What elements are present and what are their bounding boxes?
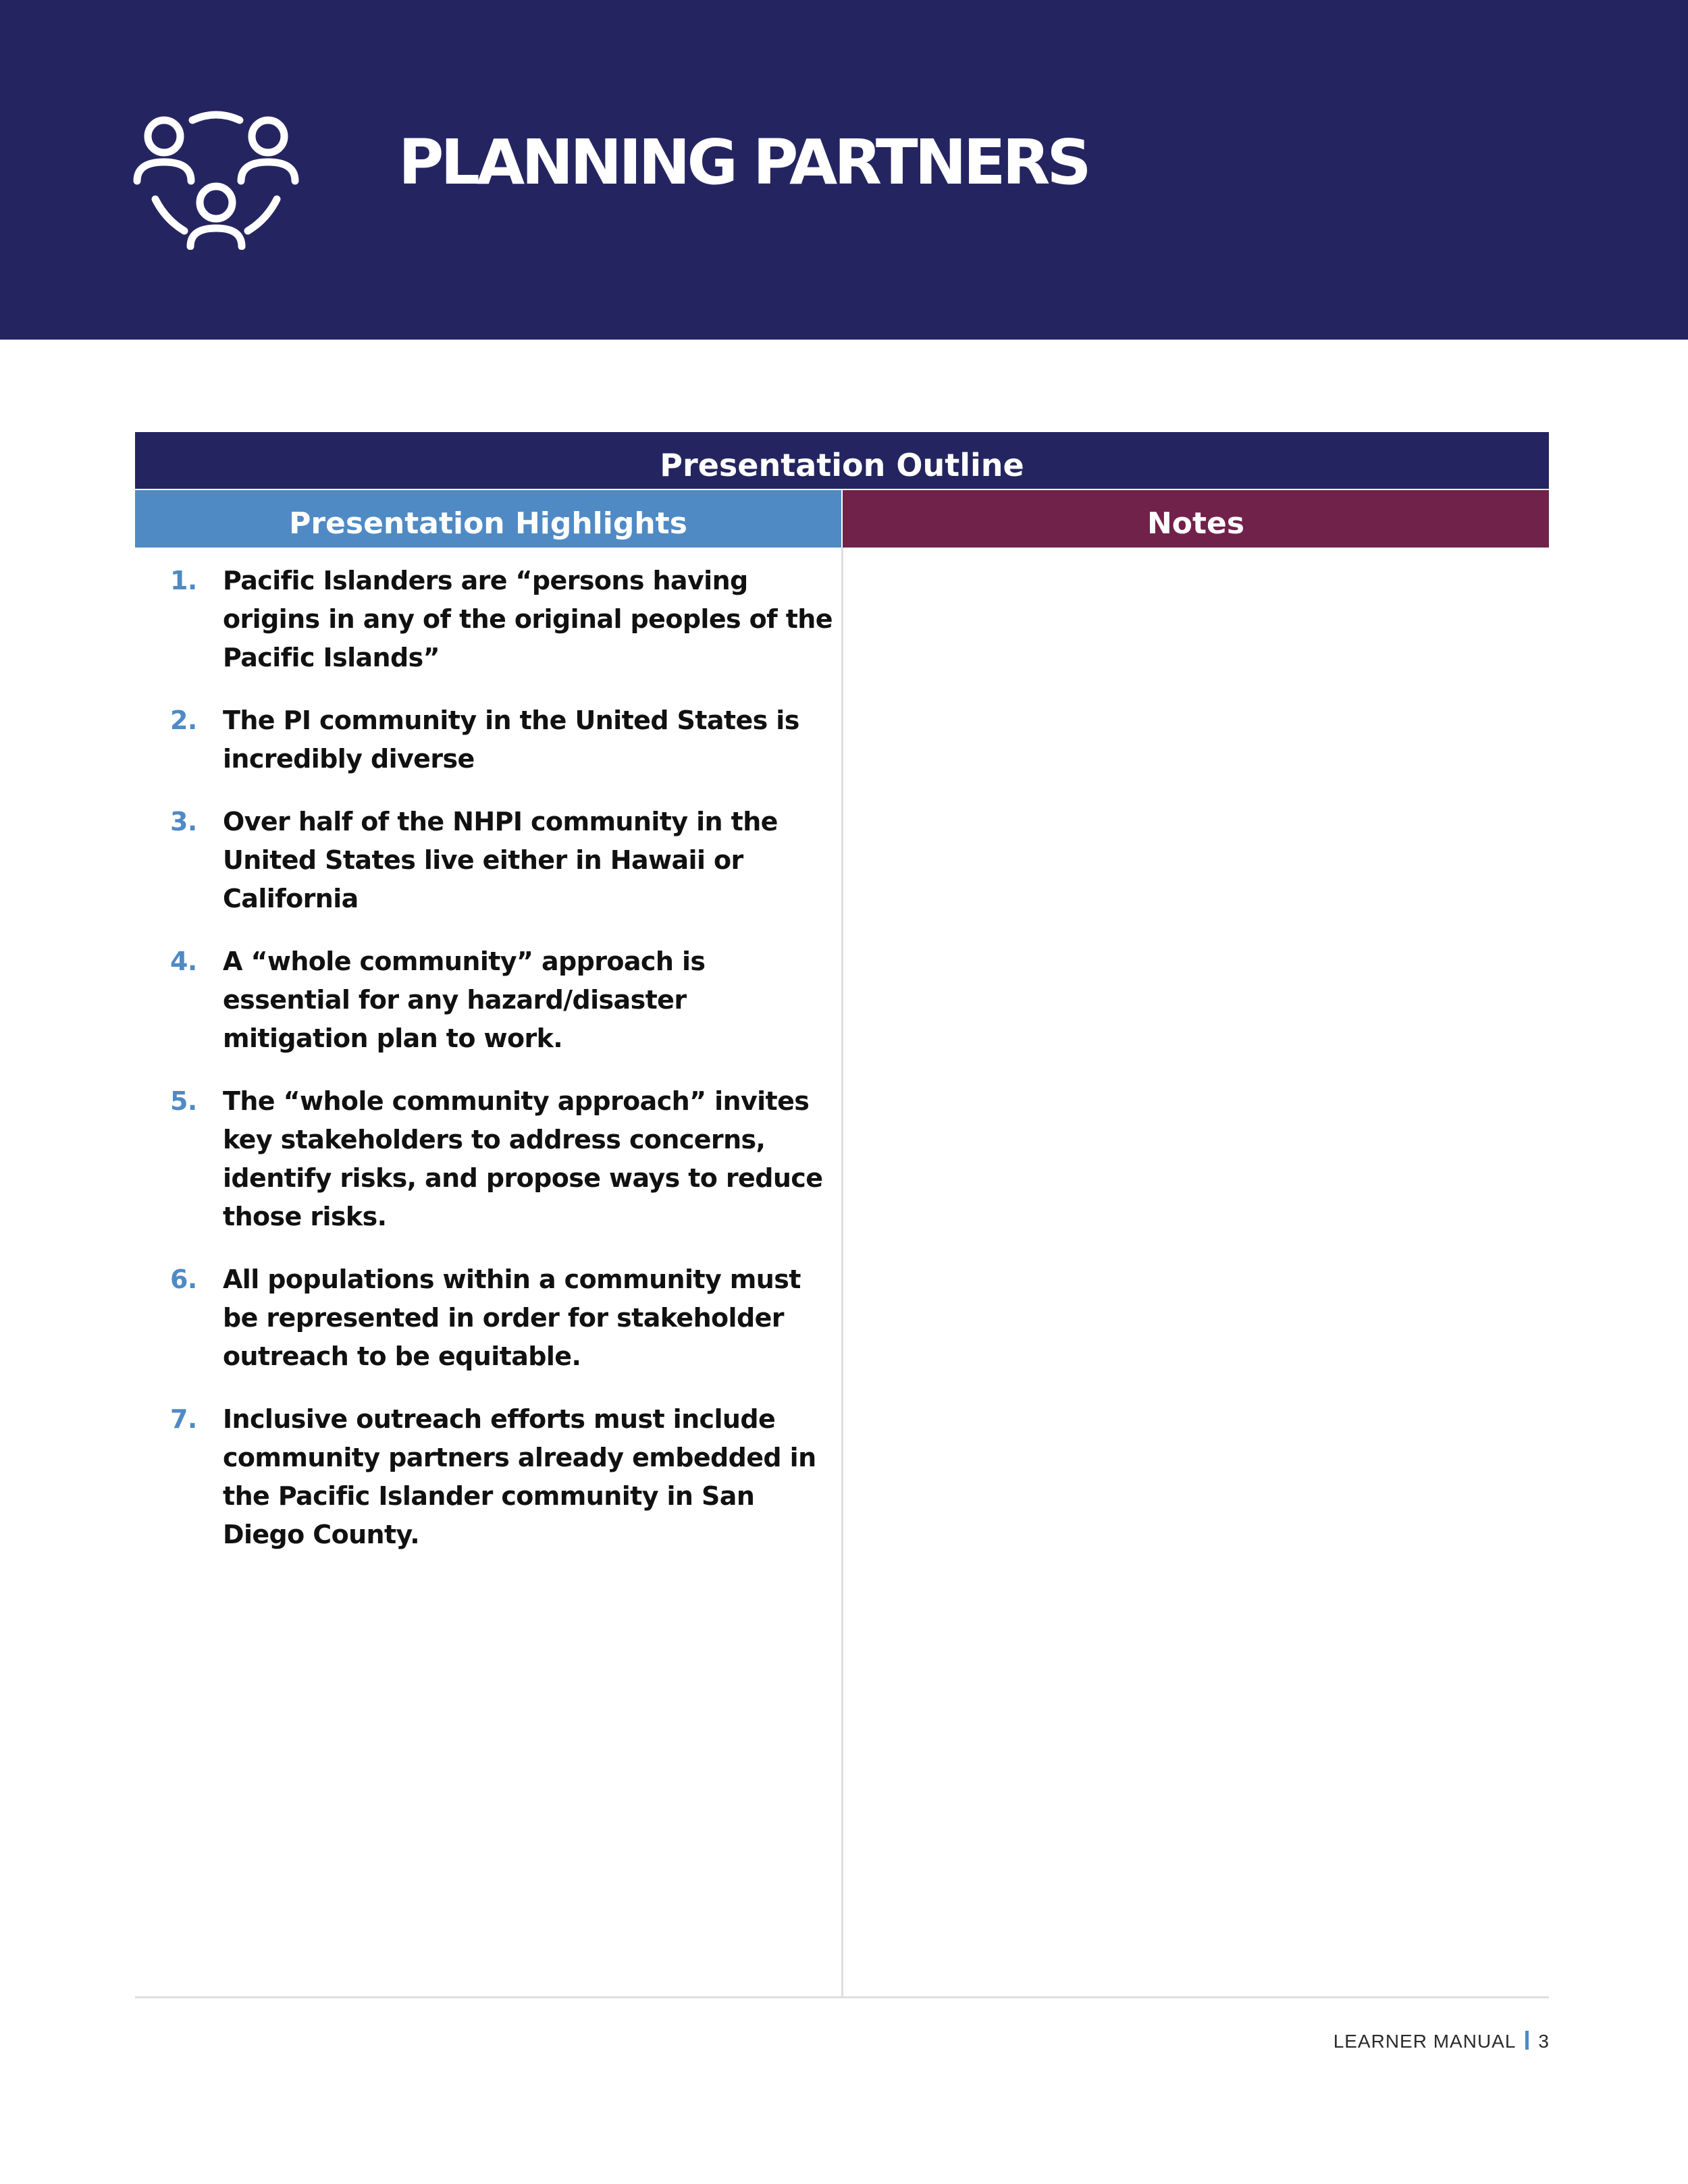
list-item-text: Inclusive outreach efforts must include community partners already embedded in the Pacific Islander community in San Diego County. (223, 1404, 816, 1549)
list-item-number: 3. (170, 807, 197, 836)
page-number: 3 (1538, 2031, 1550, 2052)
list-item-number: 5. (170, 1086, 197, 1116)
notes-column-header: Notes (843, 490, 1549, 548)
table-bottom-rule (135, 1996, 1549, 1998)
list-item-text: The “whole community approach” invites key stakeholders to address concerns, identify risks, and propose ways to reduce those risks. (223, 1086, 823, 1231)
list-item-number: 7. (170, 1404, 197, 1434)
footer-label: LEARNER MANUAL (1333, 2031, 1516, 2052)
header-banner (0, 0, 1688, 340)
highlights-column-header: Presentation Highlights (135, 490, 841, 548)
page-footer (1334, 2031, 1550, 2052)
page-title: PLANNING PARTNERS (398, 126, 1088, 198)
list-item-number: 1. (170, 566, 197, 595)
list-item-text: Over half of the NHPI community in the United States live either in Hawaii or California (223, 807, 778, 913)
list-item (135, 701, 837, 778)
list-item (135, 803, 837, 918)
list-item-number: 4. (170, 947, 197, 976)
highlights-list (135, 562, 837, 1578)
list-item-text: All populations within a community must be represented in order for stakeholder outreach to be equitable. (223, 1264, 801, 1371)
list-item-text: A “whole community” approach is essential for any hazard/disaster mitigation plan to work. (223, 947, 706, 1053)
list-item (135, 562, 837, 677)
outline-table-title: Presentation Outline (135, 432, 1549, 489)
list-item-text: The PI community in the United States is incredibly diverse (223, 705, 799, 774)
list-item (135, 942, 837, 1058)
column-divider (841, 548, 843, 1998)
community-people-icon (132, 108, 300, 250)
list-item-number: 6. (170, 1264, 197, 1294)
list-item-text: Pacific Islanders are “persons having origins in any of the original peoples of the Pacific Islands” (223, 566, 833, 672)
list-item (135, 1400, 837, 1554)
list-item (135, 1260, 837, 1376)
list-item-number: 2. (170, 705, 197, 735)
footer-separator (1525, 2031, 1529, 2050)
list-item (135, 1082, 837, 1236)
